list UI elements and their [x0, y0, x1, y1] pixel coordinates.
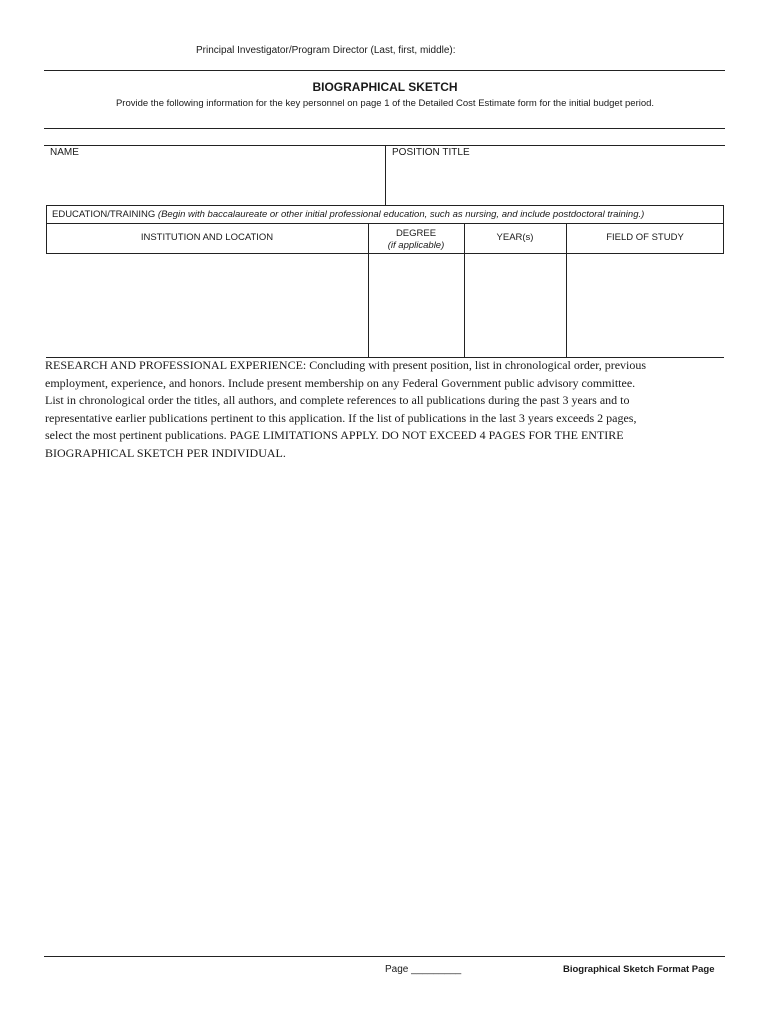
- pi-name-label: Principal Investigator/Program Director (Last, first, middle):: [196, 45, 456, 56]
- education-label-text: EDUCATION/TRAINING: [52, 209, 156, 220]
- column-header-degree: [368, 228, 464, 252]
- column-divider-field: [566, 223, 567, 357]
- institution-entry-field[interactable]: [47, 256, 367, 356]
- field-of-study-entry-field[interactable]: [568, 256, 723, 356]
- education-header-divider: [46, 223, 724, 224]
- year-entry-field[interactable]: [466, 256, 565, 356]
- research-line: employment, experience, and honors. Include present membership on any Federal Government public advisory committee.: [45, 375, 636, 390]
- research-line: select the most pertinent publications. PAGE LIMITATIONS APPLY. DO NOT EXCEED 4 PAGES FOR THE ENTIRE: [45, 428, 624, 443]
- instructions-text: Provide the following information for the key personnel on page 1 of the Detailed Cost Estimate form for the initial budget period.: [115, 98, 655, 109]
- research-line: representative earlier publications pertinent to this application. If the list of publications in the last 3 years exceeds 2 pages,: [45, 410, 637, 425]
- degree-entry-field[interactable]: [370, 256, 463, 356]
- column-header-years: YEAR(s): [496, 232, 534, 243]
- name-field-label: NAME: [50, 147, 79, 158]
- research-experience-field[interactable]: [45, 470, 725, 940]
- format-page-label: Biographical Sketch Format Page: [563, 964, 715, 975]
- position-title-label: POSITION TITLE: [392, 147, 470, 158]
- position-title-field[interactable]: [389, 160, 723, 204]
- research-line: BIOGRAPHICAL SKETCH PER INDIVIDUAL.: [45, 445, 286, 460]
- education-training-label: [52, 209, 644, 220]
- column-header-field: FIELD OF STUDY: [606, 232, 684, 243]
- header-rule-top: [44, 70, 725, 71]
- footer-rule: [44, 956, 725, 957]
- column-divider-year: [464, 223, 465, 357]
- page-number-label: Page _________: [385, 964, 462, 975]
- document-title: BIOGRAPHICAL SKETCH: [312, 80, 458, 94]
- research-line: List in chronological order the titles, all authors, and complete references to all publications during the past 3 years and to: [45, 393, 630, 408]
- header-rule-bottom: [44, 128, 725, 129]
- name-position-divider: [385, 145, 386, 205]
- degree-label: DEGREE: [395, 228, 437, 239]
- column-header-institution: INSTITUTION AND LOCATION: [140, 232, 274, 243]
- education-note-text: (Begin with baccalaureate or other initial professional education, such as nursing, and include postdoctoral training.): [157, 209, 645, 220]
- research-line: RESEARCH AND PROFESSIONAL EXPERIENCE: Concluding with present position, list in chronological order, previous: [45, 358, 647, 372]
- name-field[interactable]: [46, 160, 382, 204]
- research-experience-instructions: [45, 357, 725, 463]
- degree-note: (if applicable): [387, 240, 445, 251]
